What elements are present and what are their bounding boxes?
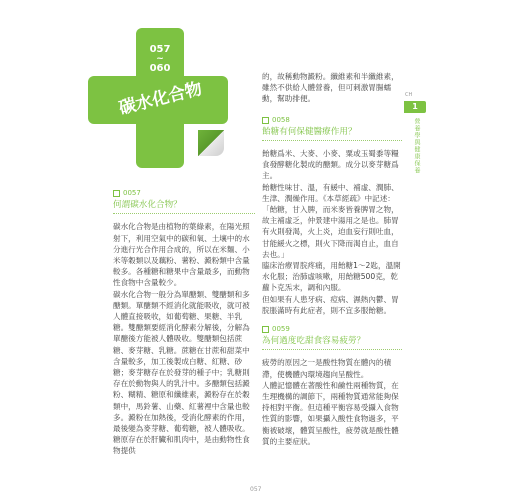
paragraph: 疲勞的原因之一是酸性物質在體內的積滯，使機體內環境趨向呈酸性。: [262, 358, 392, 379]
banner-number-range: 057 ~ 060: [149, 44, 171, 74]
checkbox-icon: [262, 117, 269, 124]
paragraph: 飴糖爲米、大麥、小麥、粟或玉蜀黍等糧食發酵糖化製成的醣類。成分以麥芽糖爲主。: [262, 149, 399, 181]
left-column: [113, 188, 255, 457]
chapter-tab: 1: [404, 101, 426, 113]
paragraph: 碳水化合物是由植物的葉綠素，在陽光照射下，利用空氣中的碳和氧、土壤中的水分進行光合作用合成的，所以在米麵、小米等穀類以及藕粉、薯粉、澱粉類中含量較多。各種糖和糖果中含量最多，而動物性食物中含量較少。: [113, 222, 250, 288]
checkbox-icon: [262, 326, 269, 333]
page-curl-decoration: [198, 130, 224, 156]
section-title-059: 為何過度吃甜食容易疲勞？: [262, 336, 402, 350]
chapter-mark: CH: [405, 92, 413, 98]
paragraph: 但如果有人患牙病、痘病、濕熱內鬱、胃脘脹滿時有此症者，則不宜多服飴糖。: [262, 294, 399, 315]
section-title-058: 飴糖有何保健醫療作用？: [262, 127, 402, 141]
section-number-057: 0057: [113, 188, 255, 199]
paragraph: 人體記憶體在著酸性和鹼性兩種物質，在生理機構的調節下，兩種物質通常能夠保持相對平衡。但這種平衡容易受攝入食物性質的影響，如果攝入酸性食物過多，平衡被破壞，體質呈酸性，疲勞就是酸性體質的主要症狀。: [262, 380, 399, 446]
chapter-cross-banner: [88, 28, 228, 168]
checkbox-icon: [113, 190, 120, 197]
section-number-058: 0058: [262, 115, 402, 126]
section-number-059: 0059: [262, 324, 402, 335]
page-number: 057: [250, 486, 262, 493]
paragraph: 臨床治療胃脘疼痛，用飴糖1～2匙，溫開水化服；治肺虛咳嗽，用飴糖500克，乾蘿卜克炁末，調和內服。: [262, 261, 401, 293]
section-title-057: 何謂碳水化合物？: [113, 200, 255, 214]
paragraph: 飴糖性味甘、溫，有緩中、補虛、潤肺、生津、潤燥作用。《本草經疏》中記述：「飴糖，甘入脾，而米麥皆養脾胃之物，故主補虛乏，仲景建中湯用之是也。肺胃有火則發渴，火上炎，迫血妄行則吐血，甘能緩火之標，則火下降而渴自止，血自去也。」: [262, 182, 399, 259]
paragraph: 碳水化合物一般分為單醣類、雙醣類和多醣類。單醣類不經消化就能吸收，就可被人體直接吸收，如葡萄糖、果糖、半乳糖。雙醣類要經消化酵素分解後，分解為單醣後方能被人體吸收。雙醣類包括蔗糖、麥芽糖、乳糖。蔗糖在甘蔗和甜菜中含量較多，加工後製成白糖、紅糖、砂糖；麥芽糖存在於發芽的種子中；乳糖則存在於動物與人的乳汁中。多醣類包括澱粉、糊精、糖原和纖維素，澱粉存在於穀類中，馬鈴薯、山藥、紅薯裡中含量也較多。澱粉在加熱後，受消化酵素的作用，最後變為麥芽糖、葡萄糖，被人體吸收。糖原存在於肝臟和肌肉中，是由動物性食物提供: [113, 289, 250, 456]
right-column: [262, 71, 402, 447]
chapter-side-label: 營養學與健康保養: [413, 118, 420, 174]
paragraph: 的，故稱動物澱粉。纖維素和半纖維素，雖然不供給人體營養，但可刺激胃腸蠕動，幫助排便。: [262, 72, 399, 104]
banner-title: 碳水化合物: [116, 78, 205, 119]
